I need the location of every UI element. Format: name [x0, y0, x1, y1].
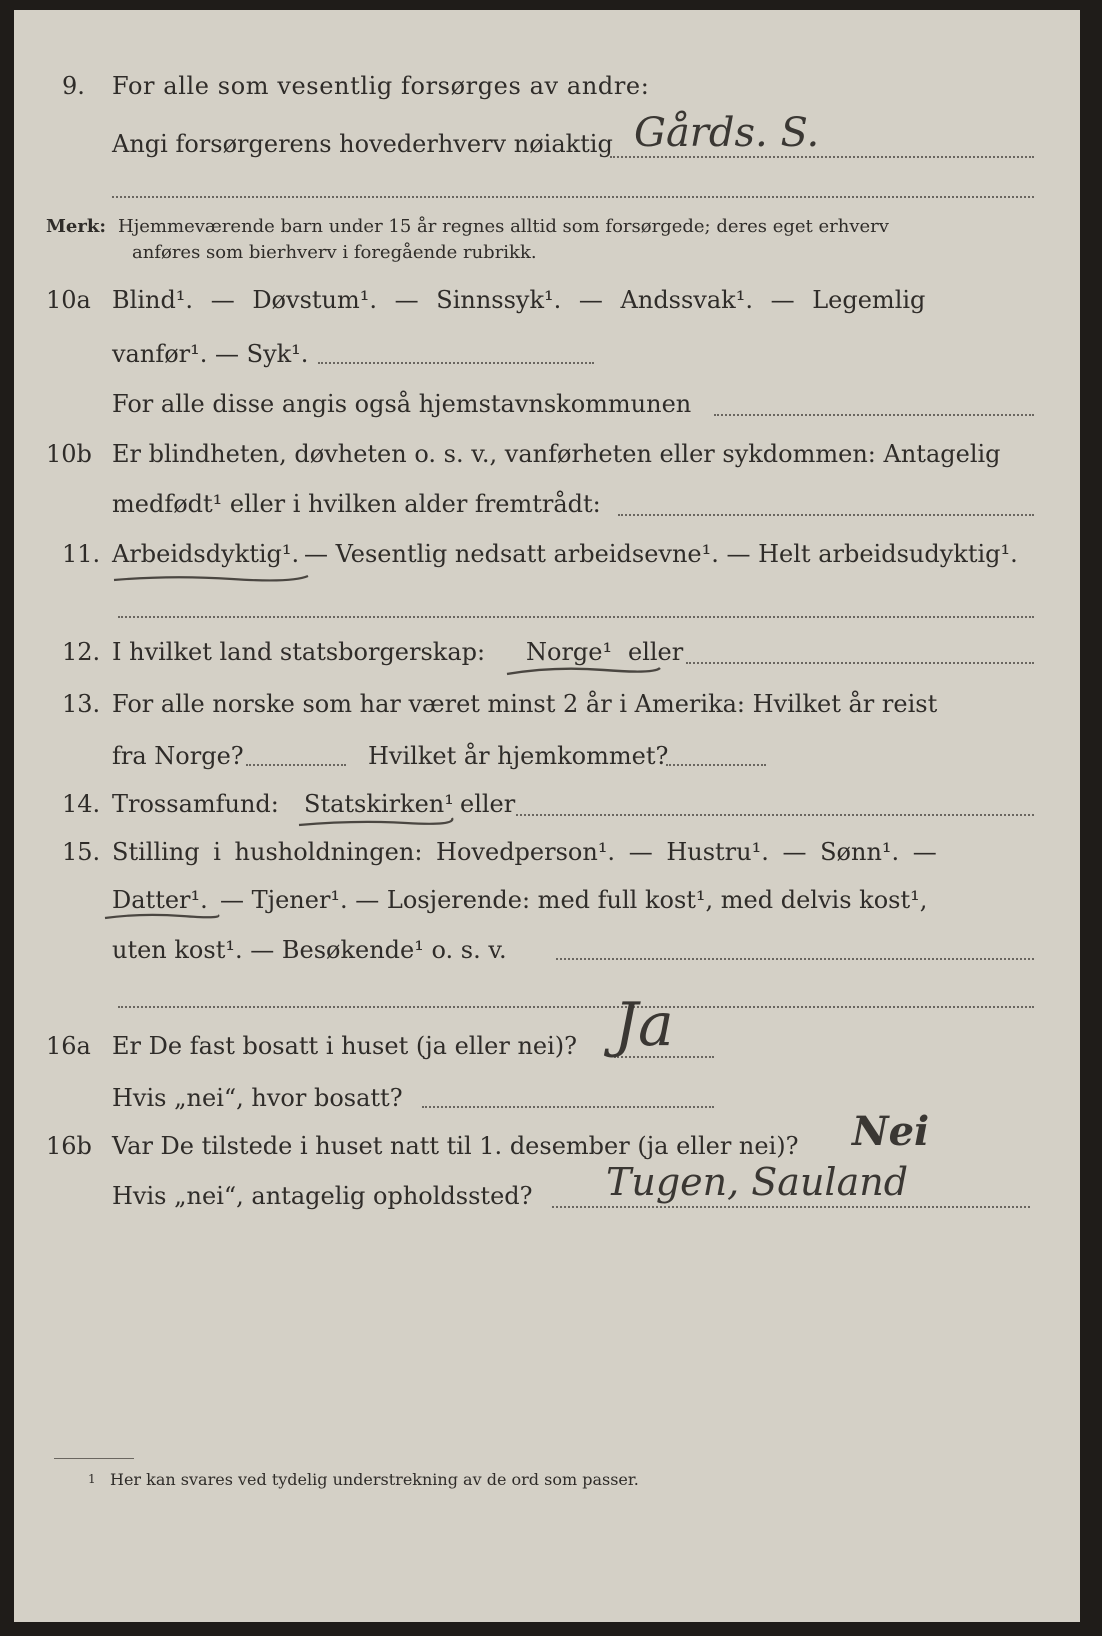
- q9-handwritten-answer: Gårds. S.: [634, 110, 820, 156]
- q15-handwritten-underline: [102, 910, 222, 926]
- q10a-line2: vanfør¹. — Syk¹.: [112, 340, 309, 368]
- q10b-line1: Er blindheten, døvheten o. s. v., vanførheten eller sykdommen: Antagelig: [112, 440, 1001, 468]
- q9-line2: Angi forsørgerens hovederhverv nøiaktig: [112, 130, 613, 158]
- q14-tail: eller: [460, 790, 516, 818]
- q11-rest: — Vesentlig nedsatt arbeidsevne¹. — Helt arbeidsudyktig¹.: [304, 540, 1018, 568]
- q12-handwritten-underline: [504, 664, 664, 680]
- q16b-line1: Var De tilstede i huset natt til 1. desember (ja eller nei)?: [112, 1132, 799, 1160]
- q9-extra-line: [112, 196, 1034, 198]
- q12-text: I hvilket land statsborgerskap:: [112, 638, 486, 666]
- q14-option-statskirken: Statskirken¹: [304, 790, 454, 818]
- q13-line2a: fra Norge?: [112, 742, 244, 770]
- q13-number: 13.: [62, 690, 101, 718]
- q12-number: 12.: [62, 638, 101, 666]
- q16a-number: 16a: [46, 1032, 91, 1060]
- q9-number: 9.: [62, 72, 85, 100]
- q15-answer-line: [556, 958, 1034, 960]
- q12-answer-line: [686, 662, 1034, 664]
- q14-answer-line: [516, 814, 1034, 816]
- q16b-handwritten-answer2: Tugen, Sauland: [606, 1160, 909, 1204]
- q16b-line2: Hvis „nei“, antagelig opholdssted?: [112, 1182, 533, 1210]
- q14-number: 14.: [62, 790, 101, 818]
- q10a-line3-answer: [714, 414, 1034, 416]
- q13-year-returned-line: [666, 764, 766, 766]
- q13-line2b: Hvilket år hjemkommet?: [368, 742, 669, 770]
- q10a-line2-answer: [318, 362, 594, 364]
- q15-line1: Stilling i husholdningen: Hovedperson¹. — Hustru¹. — Sønn¹. —: [112, 838, 937, 866]
- q14-text: Trossamfund:: [112, 790, 279, 818]
- q9-answer-line: [610, 156, 1034, 158]
- q16a-line2: Hvis „nei“, hvor bosatt?: [112, 1084, 403, 1112]
- q15-number: 15.: [62, 838, 101, 866]
- q16a-line1: Er De fast bosatt i huset (ja eller nei)?: [112, 1032, 578, 1060]
- q16a-line2-answer: [422, 1106, 714, 1108]
- q13-line1: For alle norske som har været minst 2 år i Amerika: Hvilket år reist: [112, 690, 938, 718]
- q10b-line2: medfødt¹ eller i hvilken alder fremtrådt:: [112, 490, 601, 518]
- q12-option-norge: Norge¹: [526, 638, 613, 666]
- merk-label: Merk:: [46, 216, 106, 237]
- q11-handwritten-underline: [112, 572, 312, 586]
- census-form-page: [14, 10, 1080, 1622]
- q11-option-arbeidsdyktig: Arbeidsdyktig¹.: [112, 540, 300, 568]
- q10a-line1: Blind¹. — Døvstum¹. — Sinnssyk¹. — Andssvak¹. — Legemlig: [112, 286, 926, 314]
- footnote-rule: [54, 1458, 134, 1459]
- q14-handwritten-underline: [296, 816, 456, 832]
- q15-extra-line: [118, 1006, 1034, 1008]
- q9-line1: For alle som vesentlig forsørges av andre:: [112, 72, 650, 100]
- q12-tail: eller: [628, 638, 684, 666]
- q10b-number: 10b: [46, 440, 92, 468]
- q10b-answer-line: [618, 514, 1034, 516]
- footnote-mark: 1: [88, 1472, 96, 1486]
- q11-number: 11.: [62, 540, 101, 568]
- q15-line2-rest: — Tjener¹. — Losjerende: med full kost¹, med delvis kost¹,: [220, 886, 928, 914]
- q16b-handwritten-answer1: Nei: [852, 1108, 930, 1155]
- footnote-text: Her kan svares ved tydelig understrekning av de ord som passer.: [110, 1470, 639, 1489]
- q16b-line2-answer: [552, 1206, 1030, 1208]
- merk-line2: anføres som bierhverv i foregående rubrikk.: [132, 242, 537, 263]
- q16b-number: 16b: [46, 1132, 92, 1160]
- q11-extra-line: [118, 616, 1034, 618]
- q15-line3: uten kost¹. — Besøkende¹ o. s. v.: [112, 936, 507, 964]
- q10a-line3: For alle disse angis også hjemstavnskommunen: [112, 390, 692, 418]
- q13-year-left-line: [246, 764, 346, 766]
- q16a-handwritten-answer: Ja: [614, 990, 674, 1060]
- q10a-number: 10a: [46, 286, 91, 314]
- q15-option-datter: Datter¹.: [112, 886, 208, 914]
- merk-line1: Hjemmeværende barn under 15 år regnes alltid som forsørgede; deres eget erhverv: [118, 216, 889, 237]
